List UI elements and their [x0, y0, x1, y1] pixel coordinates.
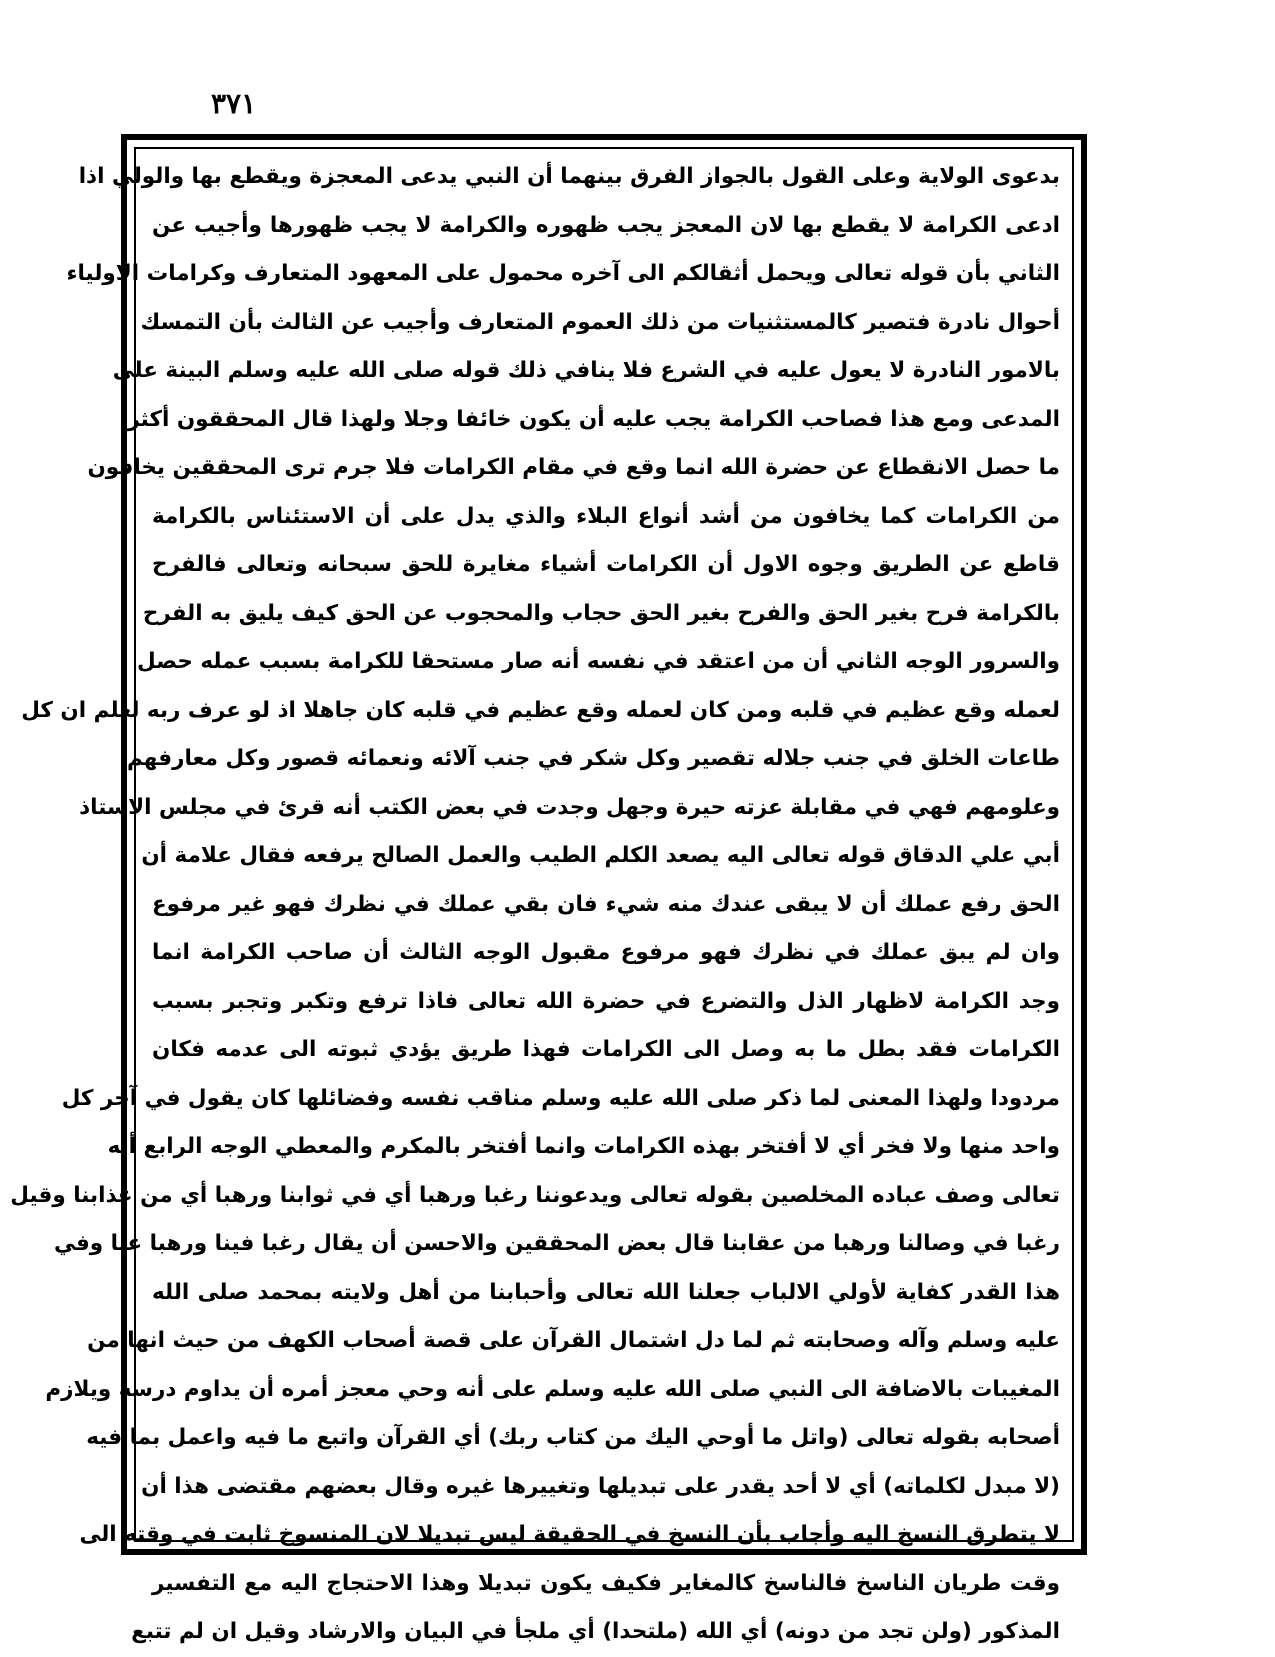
text-line: بالامور النادرة لا يعول عليه في الشرع فلا ينافي ذلك قوله صلى الله عليه وسلم البينة على [112, 358, 1060, 383]
text-line: وان لم يبق عملك في نظرك فهو مرفوع مقبول الوجه الثالث أن صاحب الكرامة انما [152, 940, 1060, 965]
text-line: ادعى الكرامة لا يقطع بها لان المعجز يجب ظهوره والكرامة لا يجب ظهورها وأجيب عن [152, 212, 1060, 238]
text-line: أحوال نادرة فتصير كالمستثنيات من ذلك العموم المتعارف وأجيب عن الثالث بأن التمسك [140, 309, 1060, 335]
text-line: قاطع عن الطريق وجوه الاول أن الكرامات أشياء مغايرة للحق سبحانه وتعالى فالفرح [152, 552, 1060, 577]
page-number: ٣٧١ [211, 87, 257, 120]
text-line: الكرامات فقد بطل ما به وصل الى الكرامات فهذا طريق يؤدي ثبوته الى عدمه فكان [152, 1037, 1060, 1062]
text-line: أبي علي الدقاق قوله تعالى اليه يصعد الكلم الطيب والعمل الصالح يرفعه فقال علامة أن [141, 843, 1060, 868]
text-line: الحق رفع عملك أن لا يبقى عندك منه شيء فان بقي عملك في نظرك فهو غير مرفوع [152, 891, 1060, 917]
text-line: (لا مبدل لكلماته) أي لا أحد يقدر على تبديلها وتغييرها غيره وقال بعضهم مقتضى هذا أن [141, 1473, 1060, 1499]
text-line: المدعى ومع هذا فصاحب الكرامة يجب عليه أن يكون خائفا وجلا ولهذا قال المحققون أكثر [127, 406, 1060, 432]
text-line: وعلومهم فهي في مقابلة عزته حيرة وجهل وجدت في بعض الكتب أنه قرئ في مجلس الاستاذ [79, 794, 1060, 820]
text-line: الثاني بأن قوله تعالى ويحمل أثقالكم الى آخره محمول على المعهود المتعارف وكرامات الاولياء [66, 261, 1060, 286]
text-line: عليه وسلم وآله وصحابته ثم لما دل اشتمال القرآن على قصة أصحاب الكهف من حيث انها من [87, 1328, 1060, 1353]
text-line: واحد منها ولا فخر أي لا أفتخر بهذه الكرامات وانما أفتخر بالمكرم والمعطي الوجه الرابع أنه [107, 1134, 1060, 1159]
text-line: والسرور الوجه الثاني أن من اعتقد في نفسه أنه صار مستحقا للكرامة بسبب عمله حصل [137, 649, 1060, 674]
text-line: من الكرامات كما يخافون من أشد أنواع البلاء والذي يدل على أن الاستئناس بالكرامة [152, 503, 1060, 529]
text-line: المذكور (ولن تجد من دونه) أي الله (ملتحدا) أي ملجأ في البيان والارشاد وقيل ان لم تتبع [131, 1619, 1060, 1644]
manuscript-text-block [10, 153, 1060, 1644]
text-line: بدعوى الولاية وعلى القول بالجواز الفرق بينهما أن النبي يدعى المعجزة ويقطع بها والولي اذا [78, 164, 1060, 189]
text-line: المغيبات بالاضافة الى النبي صلى الله عليه وسلم على أنه وحي معجز أمره أن يداوم درسه ويلازم [45, 1376, 1060, 1402]
text-line: بالكرامة فرح بغير الحق والفرح بغير الحق حجاب والمحجوب عن الحق كيف يليق به الفرح [142, 600, 1060, 626]
text-line: لا يتطرق النسخ اليه وأجاب بأن النسخ في الحقيقة ليس تبديلا لان المنسوخ ثابت في وقته الى [79, 1522, 1060, 1547]
text-line: رغبا في وصالنا ورهبا من عقابنا قال بعض المحققين والاحسن أن يقال رغبا فينا ورهبا عنا وفي [53, 1231, 1060, 1256]
text-line: وجد الكرامة لاظهار الذل والتضرع في حضرة الله تعالى فاذا ترفع وتكبر وتجبر بسبب [152, 988, 1060, 1014]
text-line: تعالى وصف عباده المخلصين بقوله تعالى ويدعوننا رغبا ورهبا أي في ثوابنا ورهبا أي من عذابنا وقيل [10, 1182, 1060, 1208]
text-line: طاعات الخلق في جنب جلاله تقصير وكل شكر في جنب آلائه ونعمائه قصور وكل معارفهم [126, 746, 1060, 771]
text-line: هذا القدر كفاية لأولي الالباب جعلنا الله تعالى وأحبابنا من أهل ولايته بمحمد صلى الله [152, 1279, 1060, 1305]
text-line: لعمله وقع عظيم في قلبه ومن كان لعمله وقع عظيم في قلبه كان جاهلا اذ لو عرف ربه لعلم ان كل [21, 697, 1060, 723]
text-line: وقت طريان الناسخ فالناسخ كالمغاير فكيف يكون تبديلا وهذا الاحتجاج اليه مع التفسير [152, 1570, 1060, 1596]
text-line: أصحابه بقوله تعالى (واتل ما أوحي اليك من كتاب ربك) أي القرآن واتبع ما فيه واعمل بما فيه [86, 1425, 1060, 1450]
text-line: ما حصل الانقطاع عن حضرة الله انما وقع في مقام الكرامات فلا جرم ترى المحققين يخافون [87, 455, 1060, 480]
text-line: مردودا ولهذا المعنى لما ذكر صلى الله عليه وسلم مناقب نفسه وفضائلها كان يقول في آخر كل [61, 1085, 1060, 1111]
